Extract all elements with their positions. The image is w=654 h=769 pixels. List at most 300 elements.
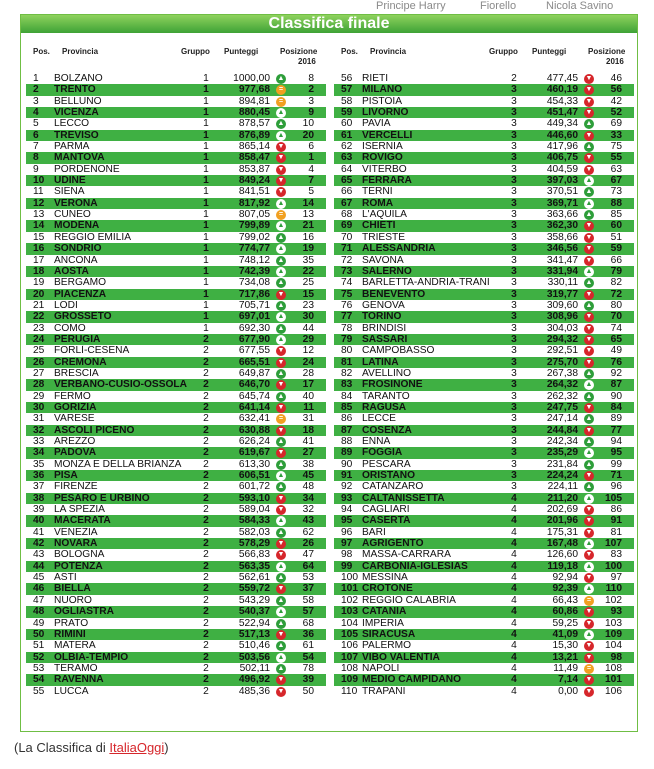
province-entry — [26, 334, 326, 345]
cell-pos: 20 — [33, 288, 45, 300]
province-entry — [26, 73, 326, 84]
table-row — [21, 436, 637, 447]
trend-up-icon: ▲ — [277, 460, 285, 468]
cell-pos: 60 — [341, 118, 353, 130]
header-anno: 2016 — [298, 57, 316, 66]
trend-up-icon: ▲ — [585, 143, 593, 151]
cell-provincia: POTENZA — [54, 560, 103, 572]
cell-punteggio: 59,25 — [552, 617, 578, 629]
trend-down-icon: ▼ — [277, 403, 285, 411]
province-entry — [26, 515, 326, 526]
province-entry — [334, 402, 634, 413]
cell-gruppo: 1 — [203, 175, 209, 187]
trend-eq-icon: = — [276, 210, 286, 220]
province-entry — [334, 84, 634, 95]
cell-posizione-2016: 7 — [308, 175, 314, 187]
cell-gruppo: 3 — [511, 107, 517, 119]
cell-posizione-2016: 107 — [605, 538, 622, 550]
cell-punteggio: 167,48 — [546, 538, 578, 550]
cell-gruppo: 3 — [511, 333, 517, 345]
cell-punteggio: 502,11 — [239, 662, 270, 674]
cell-provincia: BENEVENTO — [362, 288, 426, 300]
cell-punteggio: 692,30 — [238, 322, 270, 334]
province-entry — [26, 357, 326, 368]
table-row — [21, 84, 637, 95]
table-row — [21, 141, 637, 152]
trend-up-icon: ▲ — [585, 177, 593, 185]
province-entry — [334, 663, 634, 674]
cell-gruppo: 3 — [511, 243, 517, 255]
cell-provincia: FORLÌ-CESENA — [54, 345, 130, 357]
province-entry — [26, 175, 326, 186]
province-entry — [26, 243, 326, 254]
table-row — [21, 323, 637, 334]
province-entry — [26, 459, 326, 470]
cell-pos: 9 — [33, 163, 39, 175]
trend-up-icon: ▲ — [277, 438, 285, 445]
cell-posizione-2016: 2 — [308, 84, 314, 96]
table-body — [21, 73, 637, 697]
province-entry — [334, 311, 634, 322]
cell-gruppo: 4 — [511, 617, 517, 629]
cell-pos: 96 — [341, 526, 353, 538]
trend-up-icon: ▲ — [277, 267, 285, 275]
cell-posizione-2016: 23 — [302, 299, 314, 311]
cell-posizione-2016: 35 — [302, 254, 314, 266]
cell-provincia: REGGIO EMILIA — [54, 231, 131, 243]
cell-pos: 98 — [341, 549, 353, 561]
cell-punteggio: 646,70 — [238, 379, 270, 391]
province-entry — [334, 186, 634, 197]
cell-provincia: ISERNIA — [362, 141, 403, 153]
cell-gruppo: 2 — [203, 504, 209, 516]
cell-pos: 55 — [33, 685, 45, 697]
trend-up-icon: ▲ — [585, 188, 593, 196]
cell-provincia: FROSINONE — [362, 379, 423, 391]
trend-down-icon: ▼ — [277, 630, 285, 638]
cell-punteggio: 563,35 — [238, 560, 270, 572]
province-entry — [334, 73, 634, 84]
table-row — [21, 618, 637, 629]
cell-gruppo: 3 — [511, 220, 517, 232]
cell-punteggio: 677,90 — [238, 333, 270, 345]
cell-provincia: OLBIA-TEMPIO — [54, 651, 129, 663]
trend-down-icon: ▼ — [277, 143, 285, 151]
cell-posizione-2016: 34 — [302, 492, 314, 504]
cell-posizione-2016: 69 — [610, 118, 622, 130]
cell-punteggio: 485,36 — [238, 685, 270, 697]
cell-provincia: NOVARA — [54, 538, 98, 550]
table-row — [21, 368, 637, 379]
province-entry — [26, 606, 326, 617]
cell-punteggio: 41,09 — [552, 628, 578, 640]
province-entry — [334, 107, 634, 118]
table-row — [21, 186, 637, 197]
table-row — [21, 413, 637, 424]
table-row — [21, 311, 637, 322]
cell-gruppo: 1 — [203, 220, 209, 232]
trend-down-icon: ▼ — [585, 506, 593, 514]
cell-punteggio: 358,66 — [546, 231, 578, 243]
cell-posizione-2016: 53 — [302, 572, 314, 584]
italiaoggi-link[interactable]: ItaliaOggi — [109, 740, 165, 755]
trend-down-icon: ▼ — [585, 653, 593, 661]
table-row — [21, 606, 637, 617]
trend-up-icon: ▲ — [585, 301, 593, 309]
cell-provincia: ALESSANDRIA — [362, 243, 436, 255]
cell-gruppo: 2 — [203, 538, 209, 550]
trend-up-icon: ▲ — [585, 449, 593, 457]
trend-down-icon: ▼ — [277, 188, 285, 196]
table-row — [21, 107, 637, 118]
header-posizione: Posizione — [280, 47, 318, 56]
cell-pos: 11 — [33, 186, 44, 198]
cell-punteggio: 697,01 — [238, 311, 270, 323]
cell-punteggio: 262,32 — [546, 390, 578, 402]
cell-provincia: RIMINI — [54, 628, 86, 640]
cell-provincia: MASSA-CARRARA — [362, 549, 451, 561]
cell-provincia: LA SPEZIA — [54, 504, 105, 516]
province-entry — [26, 595, 326, 606]
cell-posizione-2016: 3 — [308, 95, 314, 107]
province-entry — [334, 470, 634, 481]
cell-posizione-2016: 36 — [302, 628, 314, 640]
cell-gruppo: 3 — [511, 345, 517, 357]
cell-gruppo: 3 — [511, 413, 517, 425]
cell-posizione-2016: 13 — [302, 209, 314, 221]
cell-gruppo: 3 — [511, 175, 517, 187]
cell-provincia: VIBO VALENTIA — [362, 651, 440, 663]
cell-punteggio: 66,43 — [552, 594, 578, 606]
nav-link-principe-harry[interactable]: Principe Harry — [376, 0, 446, 12]
trend-down-icon: ▼ — [585, 528, 593, 536]
cell-posizione-2016: 55 — [610, 152, 622, 164]
cell-posizione-2016: 81 — [610, 526, 622, 538]
cell-posizione-2016: 70 — [610, 311, 622, 323]
cell-posizione-2016: 17 — [302, 379, 314, 391]
cell-gruppo: 4 — [511, 560, 517, 572]
cell-punteggio: 748,12 — [238, 254, 270, 266]
trend-up-icon: ▲ — [277, 369, 285, 377]
cell-posizione-2016: 57 — [302, 606, 314, 618]
cell-punteggio: 876,89 — [238, 129, 270, 141]
cell-provincia: BERGAMO — [54, 277, 107, 289]
cell-provincia: MANTOVA — [54, 152, 105, 164]
province-entry — [334, 515, 634, 526]
cell-punteggio: 275,70 — [546, 356, 578, 368]
province-entry — [26, 663, 326, 674]
province-entry — [334, 583, 634, 594]
trend-up-icon: ▲ — [585, 369, 593, 377]
province-entry — [334, 391, 634, 402]
cell-posizione-2016: 99 — [610, 458, 622, 470]
trend-up-icon: ▲ — [585, 381, 593, 389]
province-entry — [334, 232, 634, 243]
trend-up-icon: ▲ — [585, 267, 593, 275]
cell-gruppo: 2 — [203, 628, 209, 640]
cell-pos: 82 — [341, 367, 353, 379]
cell-punteggio: 734,08 — [238, 277, 270, 289]
cell-punteggio: 742,39 — [238, 265, 270, 277]
province-entry — [26, 289, 326, 300]
cell-posizione-2016: 79 — [610, 265, 622, 277]
table-row — [21, 198, 637, 209]
province-entry — [26, 198, 326, 209]
cell-pos: 106 — [341, 640, 358, 652]
cell-pos: 101 — [341, 583, 358, 595]
cell-provincia: CAMPOBASSO — [362, 345, 435, 357]
province-entry — [334, 504, 634, 515]
cell-gruppo: 4 — [511, 606, 517, 618]
trend-up-icon: ▲ — [277, 528, 285, 536]
cell-provincia: AVELLINO — [362, 367, 412, 379]
cell-gruppo: 2 — [511, 73, 517, 84]
cell-posizione-2016: 56 — [610, 84, 622, 96]
cell-pos: 56 — [341, 73, 353, 84]
cell-gruppo: 2 — [203, 662, 209, 674]
cell-posizione-2016: 89 — [610, 413, 622, 425]
province-entry — [334, 379, 634, 390]
province-entry — [26, 504, 326, 515]
trend-down-icon: ▼ — [585, 75, 593, 82]
cell-gruppo: 1 — [203, 107, 209, 119]
cell-pos: 28 — [33, 379, 45, 391]
cell-posizione-2016: 9 — [308, 107, 314, 119]
trend-up-icon: ▲ — [277, 256, 285, 264]
header-provincia: Provincia — [62, 47, 99, 56]
province-entry — [26, 436, 326, 447]
cell-gruppo: 3 — [511, 470, 517, 482]
cell-punteggio: 578,29 — [238, 538, 270, 550]
cell-gruppo: 2 — [203, 367, 209, 379]
cell-posizione-2016: 58 — [302, 594, 314, 606]
table-row — [21, 255, 637, 266]
cell-punteggio: 292,51 — [546, 345, 578, 357]
cell-gruppo: 3 — [511, 401, 517, 413]
cell-punteggio: 562,61 — [238, 572, 270, 584]
nav-link-fiorello[interactable]: Fiorello — [480, 0, 517, 12]
cell-provincia: MESSINA — [362, 572, 408, 584]
cell-pos: 95 — [341, 515, 353, 527]
table-row — [21, 96, 637, 107]
cell-posizione-2016: 20 — [302, 129, 314, 141]
cell-posizione-2016: 94 — [610, 436, 622, 447]
cell-pos: 97 — [341, 538, 353, 550]
cell-posizione-2016: 11 — [303, 401, 314, 413]
cell-punteggio: 540,37 — [238, 606, 270, 618]
table-row — [21, 561, 637, 572]
cell-posizione-2016: 31 — [302, 413, 314, 425]
trend-down-icon: ▼ — [585, 245, 593, 253]
cell-punteggio: 601,72 — [238, 481, 270, 493]
cell-gruppo: 2 — [203, 436, 209, 447]
cell-punteggio: 517,13 — [238, 628, 270, 640]
cell-posizione-2016: 19 — [302, 243, 314, 255]
province-entry — [334, 345, 634, 356]
cell-punteggio: 566,83 — [238, 549, 270, 561]
trend-up-icon: ▲ — [277, 562, 285, 570]
cell-provincia: PESCARA — [362, 458, 411, 470]
cell-pos: 18 — [33, 265, 45, 277]
cell-punteggio: 865,14 — [238, 141, 270, 153]
table-row — [21, 640, 637, 651]
province-entry — [26, 686, 326, 697]
cell-gruppo: 3 — [511, 95, 517, 107]
province-entry — [26, 583, 326, 594]
trend-down-icon: ▼ — [277, 676, 285, 684]
cell-posizione-2016: 60 — [610, 220, 622, 232]
table-row — [21, 527, 637, 538]
cell-posizione-2016: 52 — [610, 107, 622, 119]
trend-up-icon: ▲ — [277, 596, 285, 604]
table-row — [21, 232, 637, 243]
trend-down-icon: ▼ — [585, 86, 593, 94]
cell-pos: 45 — [33, 572, 45, 584]
trend-up-icon: ▲ — [277, 245, 285, 253]
province-entry — [334, 209, 634, 220]
cell-punteggio: 11,49 — [553, 662, 578, 674]
cell-gruppo: 3 — [511, 152, 517, 164]
cell-punteggio: 613,30 — [238, 458, 270, 470]
trend-down-icon: ▼ — [585, 324, 593, 332]
cell-punteggio: 878,57 — [238, 118, 270, 130]
cell-punteggio: 309,60 — [546, 299, 578, 311]
cell-posizione-2016: 78 — [302, 662, 314, 674]
cell-gruppo: 3 — [511, 265, 517, 277]
cell-punteggio: 522,94 — [238, 617, 270, 629]
cell-posizione-2016: 50 — [302, 685, 314, 697]
province-entry — [334, 277, 634, 288]
cell-punteggio: 341,47 — [546, 254, 578, 266]
cell-provincia: COMO — [54, 322, 86, 334]
cell-provincia: COSENZA — [362, 424, 412, 436]
cell-provincia: PISTOIA — [362, 95, 403, 107]
cell-punteggio: 211,20 — [547, 492, 578, 504]
cell-pos: 92 — [341, 481, 353, 493]
trend-up-icon: ▲ — [277, 335, 285, 343]
cell-punteggio: 559,72 — [238, 583, 270, 595]
cell-gruppo: 2 — [203, 401, 209, 413]
cell-provincia: TORINO — [362, 311, 402, 323]
cell-pos: 32 — [33, 424, 45, 436]
cell-posizione-2016: 103 — [605, 617, 622, 629]
trend-down-icon: ▼ — [585, 233, 593, 241]
province-entry — [334, 413, 634, 424]
cell-posizione-2016: 93 — [610, 606, 622, 618]
trend-down-icon: ▼ — [585, 154, 593, 162]
table-row — [21, 209, 637, 220]
cell-provincia: FOGGIA — [362, 447, 403, 459]
cell-gruppo: 4 — [511, 515, 517, 527]
cell-provincia: BARLETTA-ANDRIA-TRANI — [362, 277, 490, 289]
table-title-banner — [21, 15, 637, 33]
cell-provincia: CALTANISSETTA — [362, 492, 445, 504]
cell-pos: 54 — [33, 674, 45, 686]
province-entry — [26, 130, 326, 141]
cell-gruppo: 4 — [511, 640, 517, 652]
cell-punteggio: 175,31 — [546, 526, 578, 538]
trend-up-icon: ▲ — [277, 664, 285, 672]
cell-punteggio: 894,81 — [238, 95, 270, 107]
table-row — [21, 152, 637, 163]
cell-pos: 42 — [33, 538, 45, 550]
top-nav — [0, 0, 654, 14]
cell-gruppo: 4 — [511, 549, 517, 561]
cell-pos: 104 — [341, 617, 358, 629]
province-entry — [334, 629, 634, 640]
trend-down-icon: ▼ — [277, 687, 285, 695]
cell-gruppo: 4 — [511, 594, 517, 606]
cell-provincia: NAPOLI — [362, 662, 400, 674]
cell-punteggio: 0,00 — [558, 685, 578, 697]
cell-pos: 108 — [341, 662, 358, 674]
cell-gruppo: 1 — [203, 129, 209, 141]
province-entry — [334, 572, 634, 583]
cell-punteggio: 451,47 — [546, 107, 578, 119]
cell-provincia: CARBONIA-IGLESIAS — [362, 560, 468, 572]
province-entry — [26, 96, 326, 107]
header-anno: 2016 — [606, 57, 624, 66]
cell-provincia: ANCONA — [54, 254, 98, 266]
cell-provincia: GROSSETO — [54, 311, 112, 323]
cell-pos: 49 — [33, 617, 45, 629]
cell-posizione-2016: 39 — [302, 674, 314, 686]
trend-down-icon: ▼ — [585, 676, 593, 684]
cell-pos: 107 — [341, 651, 358, 663]
province-entry — [26, 118, 326, 129]
cell-pos: 22 — [33, 311, 45, 323]
trend-down-icon: ▼ — [277, 540, 285, 548]
cell-provincia: LODI — [54, 299, 78, 311]
cell-posizione-2016: 40 — [302, 390, 314, 402]
cell-gruppo: 4 — [511, 538, 517, 550]
cell-pos: 64 — [341, 163, 353, 175]
trend-up-icon: ▲ — [277, 222, 285, 230]
cell-gruppo: 2 — [203, 549, 209, 561]
trend-up-icon: ▲ — [277, 324, 285, 332]
trend-down-icon: ▼ — [585, 403, 593, 411]
cell-pos: 62 — [341, 141, 353, 153]
header-provincia: Provincia — [370, 47, 407, 56]
province-entry — [26, 84, 326, 95]
cell-gruppo: 3 — [511, 209, 517, 221]
cell-punteggio: 92,94 — [552, 572, 578, 584]
cell-pos: 94 — [341, 504, 353, 516]
cell-provincia: LECCO — [54, 118, 90, 130]
cell-punteggio: 589,04 — [238, 504, 270, 516]
cell-provincia: L'AQUILA — [362, 209, 407, 221]
province-entry — [26, 368, 326, 379]
table-row — [21, 220, 637, 231]
nav-link-nicola-savino[interactable]: Nicola Savino — [546, 0, 614, 12]
cell-posizione-2016: 108 — [605, 662, 622, 674]
cell-pos: 12 — [33, 197, 45, 209]
cell-gruppo: 2 — [203, 424, 209, 436]
cell-gruppo: 3 — [511, 231, 517, 243]
cell-punteggio: 645,74 — [238, 390, 270, 402]
trend-down-icon: ▼ — [585, 608, 593, 616]
cell-posizione-2016: 96 — [610, 481, 622, 493]
cell-gruppo: 3 — [511, 447, 517, 459]
province-entry — [334, 595, 634, 606]
province-entry — [334, 459, 634, 470]
cell-pos: 29 — [33, 390, 45, 402]
cell-pos: 102 — [341, 594, 358, 606]
trend-down-icon: ▼ — [585, 131, 593, 139]
cell-gruppo: 2 — [203, 640, 209, 652]
cell-gruppo: 3 — [511, 322, 517, 334]
cell-punteggio: 247,75 — [546, 401, 578, 413]
